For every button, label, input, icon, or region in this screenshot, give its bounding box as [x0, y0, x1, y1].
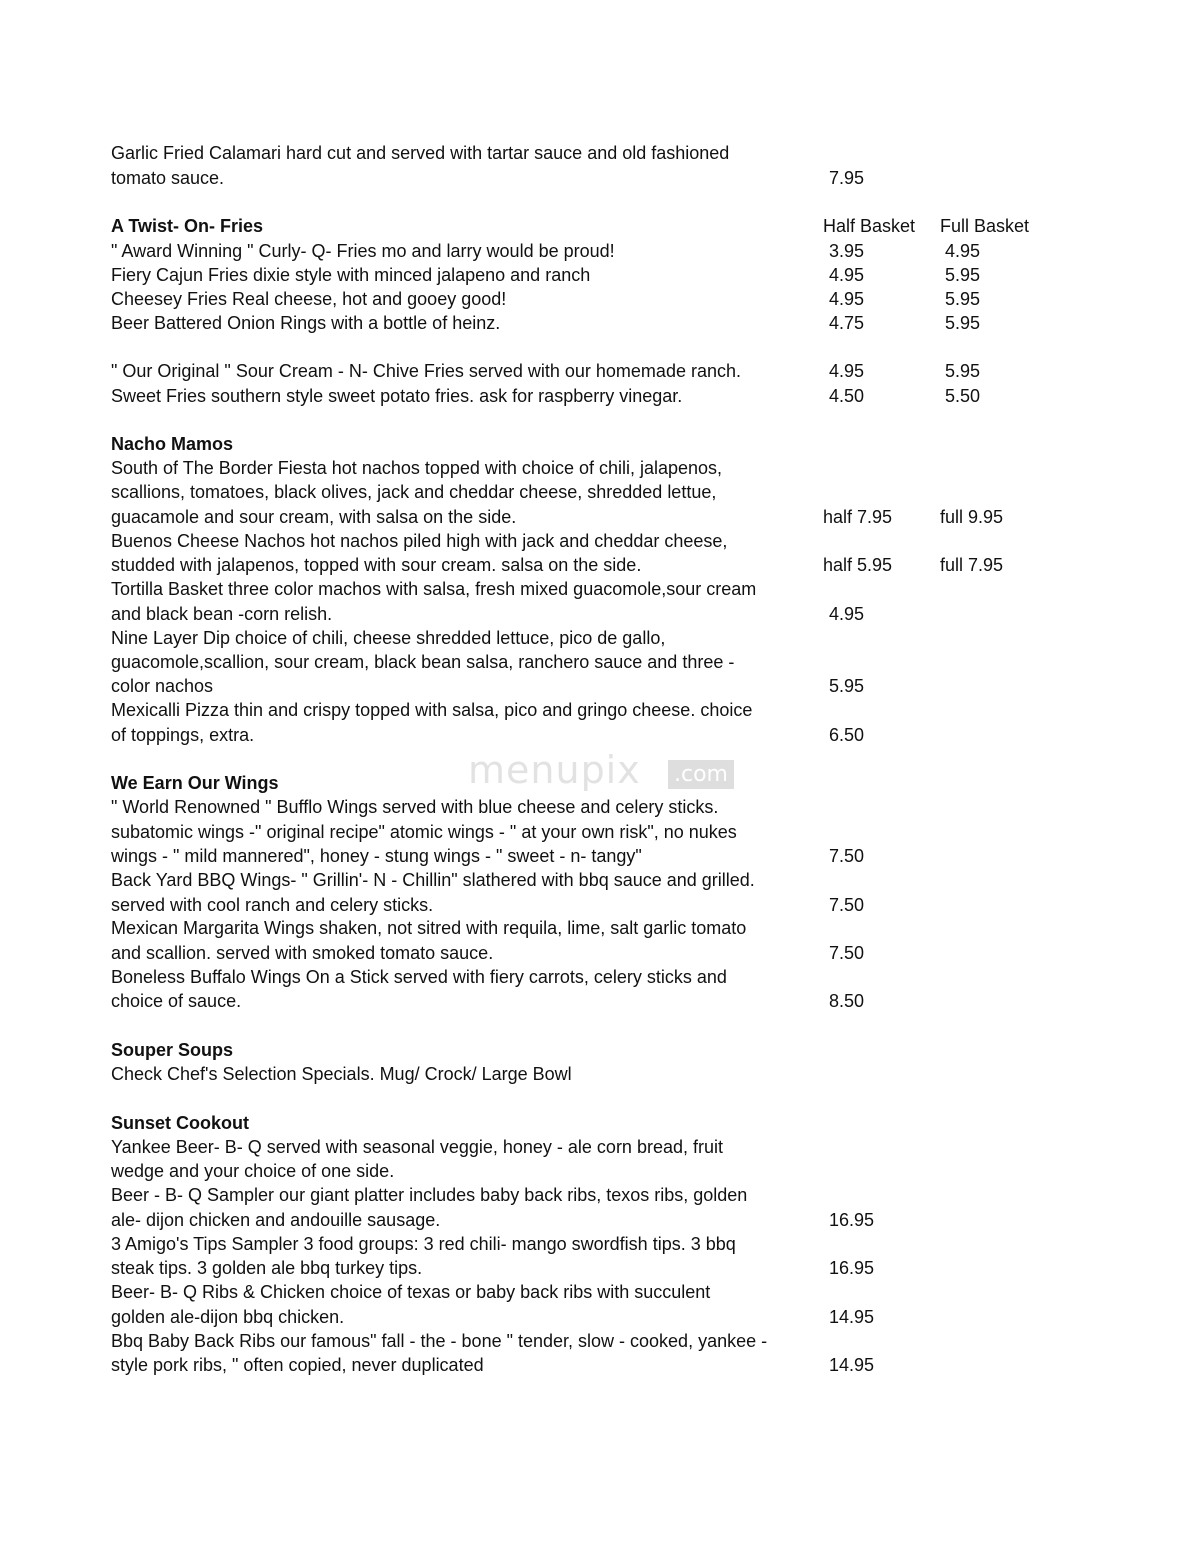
nachos-desc-line: guacamole and sour cream, with salsa on the side.	[111, 507, 517, 527]
calamari-desc-line2: tomato sauce.	[111, 168, 225, 188]
cookout-desc-line: Yankee Beer- B- Q served with seasonal veggie, honey - ale corn bread, fruit	[111, 1137, 723, 1157]
cookout-price: 16.95	[829, 1258, 875, 1278]
wings-desc-line: choice of sauce.	[111, 991, 242, 1011]
wings-desc-line: " World Renowned " Bufflo Wings served with blue cheese and celery sticks.	[111, 797, 719, 817]
nachos-desc-line: Nine Layer Dip choice of chili, cheese shredded lettuce, pico de gallo,	[111, 628, 666, 648]
nachos-desc-line: color nachos	[111, 676, 214, 696]
fries-item: Fiery Cajun Fries dixie style with minced jalapeno and ranch	[111, 265, 591, 285]
watermark-suffix: .com	[668, 760, 734, 789]
fries-full-basket-header: Full Basket	[940, 216, 1030, 236]
cookout-desc-line: Beer- B- Q Ribs & Chicken choice of texas or baby back ribs with succulent	[111, 1282, 711, 1302]
wings-price: 7.50	[829, 895, 865, 915]
nachos-desc-line: Buenos Cheese Nachos hot nachos piled high with jack and cheddar cheese,	[111, 531, 728, 551]
nachos-desc-line: Mexicalli Pizza thin and crispy topped with salsa, pico and gringo cheese. choice	[111, 700, 753, 720]
fries-item: Sweet Fries southern style sweet potato fries. ask for raspberry vinegar.	[111, 386, 683, 406]
soups-desc: Check Chef's Selection Specials. Mug/ Crock/ Large Bowl	[111, 1064, 572, 1084]
fries-item: Cheesey Fries Real cheese, hot and gooey good!	[111, 289, 507, 309]
cookout-desc-line: Bbq Baby Back Ribs our famous" fall - the - bone " tender, slow - cooked, yankee -	[111, 1331, 768, 1351]
cookout-desc-line: style pork ribs, " often copied, never duplicated	[111, 1355, 484, 1375]
buenos-half-price: half 5.95	[823, 555, 893, 575]
fries-item: Beer Battered Onion Rings with a bottle of heinz.	[111, 313, 501, 333]
cookout-desc-line: 3 Amigo's Tips Sampler 3 food groups: 3 red chili- mango swordfish tips. 3 bbq	[111, 1234, 736, 1254]
wings-desc-line: subatomic wings -" original recipe" atomic wings - " at your own risk", no nukes	[111, 822, 737, 842]
fries-full-price: 5.95	[945, 361, 981, 381]
fries-half-price: 4.95	[829, 289, 865, 309]
fries-full-price: 4.95	[945, 241, 981, 261]
cookout-desc-line: Beer - B- Q Sampler our giant platter includes baby back ribs, texos ribs, golden	[111, 1185, 748, 1205]
cookout-section-title: Sunset Cookout	[111, 1113, 249, 1133]
wings-price: 7.50	[829, 846, 865, 866]
pizza-price: 6.50	[829, 725, 865, 745]
dip-price: 5.95	[829, 676, 865, 696]
fries-half-price: 4.95	[829, 265, 865, 285]
wings-price: 8.50	[829, 991, 865, 1011]
wings-desc-line: Boneless Buffalo Wings On a Stick served with fiery carrots, celery sticks and	[111, 967, 727, 987]
wings-section-title: We Earn Our Wings	[111, 773, 279, 793]
nachos-desc-line: South of The Border Fiesta hot nachos topped with choice of chili, jalapenos,	[111, 458, 723, 478]
fries-full-price: 5.50	[945, 386, 981, 406]
nachos-desc-line: and black bean -corn relish.	[111, 604, 333, 624]
calamari-desc-line1: Garlic Fried Calamari hard cut and served with tartar sauce and old fashioned	[111, 143, 730, 163]
wings-desc-line: wings - " mild mannered", honey - stung wings - " sweet - n- tangy"	[111, 846, 642, 866]
fries-item: " Our Original " Sour Cream - N- Chive Fries served with our homemade ranch.	[111, 361, 741, 381]
fries-half-price: 3.95	[829, 241, 865, 261]
cookout-desc-line: golden ale-dijon bbq chicken.	[111, 1307, 345, 1327]
fries-full-price: 5.95	[945, 265, 981, 285]
cookout-price: 14.95	[829, 1307, 875, 1327]
watermark-text: menupix	[468, 748, 641, 792]
fries-item: " Award Winning " Curly- Q- Fries mo and larry would be proud!	[111, 241, 615, 261]
nachos-desc-line: guacomole,scallion, sour cream, black bean salsa, ranchero sauce and three -	[111, 652, 735, 672]
fries-full-price: 5.95	[945, 289, 981, 309]
wings-desc-line: Back Yard BBQ Wings- " Grillin'- N - Chillin" slathered with bbq sauce and grilled.	[111, 870, 755, 890]
wings-desc-line: Mexican Margarita Wings shaken, not sitred with requila, lime, salt garlic tomato	[111, 918, 747, 938]
fries-section-title: A Twist- On- Fries	[111, 216, 264, 236]
nachos-desc-line: Tortilla Basket three color machos with salsa, fresh mixed guacomole,sour cream	[111, 579, 757, 599]
cookout-desc-line: steak tips. 3 golden ale bbq turkey tips.	[111, 1258, 423, 1278]
wings-desc-line: served with cool ranch and celery sticks.	[111, 895, 434, 915]
soups-section-title: Souper Soups	[111, 1040, 234, 1060]
fries-half-price: 4.50	[829, 386, 865, 406]
fries-half-price: 4.95	[829, 361, 865, 381]
fiesta-half-price: half 7.95	[823, 507, 893, 527]
fries-half-price: 4.75	[829, 313, 865, 333]
nachos-desc-line: of toppings, extra.	[111, 725, 255, 745]
nachos-section-title: Nacho Mamos	[111, 434, 234, 454]
wings-desc-line: and scallion. served with smoked tomato sauce.	[111, 943, 494, 963]
wings-price: 7.50	[829, 943, 865, 963]
cookout-price: 14.95	[829, 1355, 875, 1375]
nachos-desc-line: studded with jalapenos, topped with sour cream. salsa on the side.	[111, 555, 642, 575]
cookout-price: 16.95	[829, 1210, 875, 1230]
fries-full-price: 5.95	[945, 313, 981, 333]
fries-half-basket-header: Half Basket	[823, 216, 916, 236]
cookout-desc-line: wedge and your choice of one side.	[111, 1161, 395, 1181]
calamari-price: 7.95	[829, 168, 865, 188]
fiesta-full-price: full 9.95	[940, 507, 1004, 527]
buenos-full-price: full 7.95	[940, 555, 1004, 575]
cookout-desc-line: ale- dijon chicken and andouille sausage.	[111, 1210, 441, 1230]
nachos-desc-line: scallions, tomatoes, black olives, jack and cheddar cheese, shredded lettue,	[111, 482, 717, 502]
tortilla-price: 4.95	[829, 604, 865, 624]
